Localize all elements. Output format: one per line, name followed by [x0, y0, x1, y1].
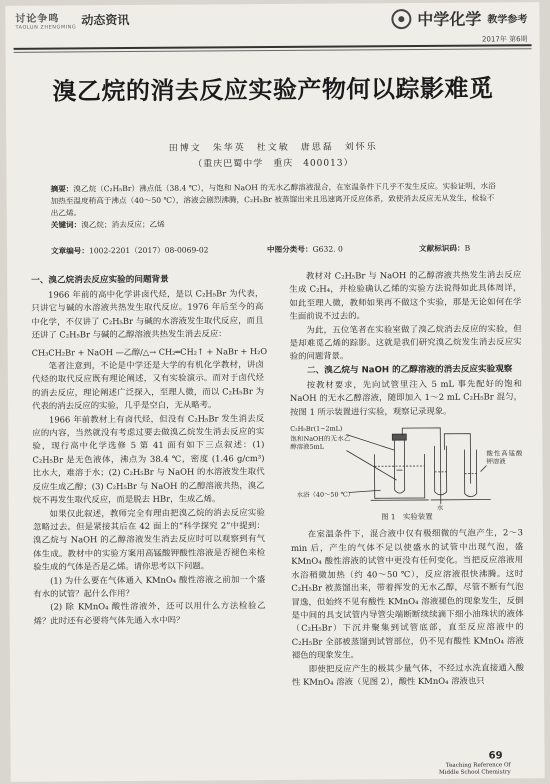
journal-english-line-2: Middle School Chemistry — [438, 769, 511, 776]
experiment-apparatus-figure — [290, 419, 523, 511]
journal-english-line-1: Teaching Reference Of — [445, 762, 511, 769]
paragraph: 1966 年前的高中化学讲卤代烃，是以 C₂H₅Br 为代表，只讲它与碱的水溶液共热发生取代反应。1976 年后至今的高中化学，不仅讲了 C₂H₅Br 与碱的水溶液发生取代反应，而且还讲了 C₂H₅Br 与碱的乙醇溶液共热发生消去反应： — [31, 288, 264, 340]
paragraph: 按教材要求，先向试管里注入 5 mL 事先配好的饱和 NaOH 的无水乙醇溶液，随即加入 1～2 mL C₂H₅Br 混匀，按图 1 所示装置进行实验，观察记录现象。 — [290, 378, 523, 417]
page-header — [5, 2, 539, 50]
abstract-text: 溴乙烷（C₂H₅Br）沸点低（38.4 ℃），与饱和 NaOH 的无水乙醇溶液混合，在室温条件下几乎不发生反应。实验证明，水浴加热至温度稍高于沸点（40～50 ℃），溶液会剧烈沸腾，C₂H₅Br 被蒸馏出来且迅速离开反应体系，致使消去反应无从发生，检验不出乙烯。 — [50, 181, 496, 218]
abstract-label: 摘要： — [50, 184, 74, 194]
paragraph: 笔者注意到，不论是中学还是大学的有机化学教材，讲卤代烃的取代反应既有理论阐述，又有实验演示。而对于卤代烃的消去反应，理论阐述广泛探入，至理人微，而以 C₂H₅Br 为代表的消去反应的实验，几乎是空白，无从略考。 — [31, 359, 265, 411]
label-water-bath: 水浴（40～50 ℃） — [296, 490, 355, 499]
paragraph: 为此，五位笔者在实验室做了溴乙烷消去反应的实验，但是却难觅乙烯的踪影。这就是我们研究溴乙烷发生消去反应实验的问题背景。 — [289, 322, 522, 362]
column-tag: 讨论争鸣 — [15, 13, 60, 25]
abstract — [51, 180, 499, 219]
journal-logo — [391, 6, 527, 44]
section-name: 动态资讯 — [81, 13, 130, 28]
section-heading-1: 一、溴乙烷消去反应实验的问题背景 — [31, 274, 169, 286]
paragraph: 在室温条件下，混合液中仅有极细微的气泡产生，2～3 min 后，产生的气体不足以使盛水的试管中出现气泡，盛 KMnO₄ 酸性溶液的试管中更没有任何变化。当把反应溶液用水浴稍微加热（约 40～50 ℃），反应溶液很快沸腾。这时 C₂H₅Br 被蒸馏出来，带着挥发的无水乙醇，尽管不断有气泡冒逸，但始终不见有酸性 KMnO₄ 溶液褪色的现象发生，反倒是中间的具支试管内导管尖端断断续续滴下细小油珠状的液体（C₂H₅Br）下沉并聚集到试管底部，直至反应溶液中的 C₂H₅Br 全部被蒸馏到试管部位，仍不见有酸性 KMnO₄ 溶液褪色的现象发生。 — [291, 527, 524, 661]
article-title: 溴乙烷的消去反应实验产物何以踪影难觅 — [52, 74, 494, 106]
abstract-block — [51, 180, 499, 231]
paragraph: 教材对 C₂H₅Br 与 NaOH 的乙醇溶液共热发生消去反应生成 C₂H₄，并检验确认乙烯的实验方法说得如此具体周详，如此至理人微，教师如果再不做这个实验，那是无论如何在学生面前说不过去的。 — [289, 269, 522, 322]
paragraph: 即使把反应产生的极其少量气体，不经过水洗直接通入酸性 KMnO₄ 溶液（见图 2），酸性 KMnO₄ 溶液也只 — [291, 661, 524, 687]
journal-english-name — [439, 762, 511, 777]
clc-label: 中图分类号： — [266, 244, 313, 255]
keywords-label: 关键词： — [50, 220, 82, 230]
label-kmno4: 酸性高锰酸钾溶液 — [486, 449, 523, 466]
page-number: 69 — [488, 750, 503, 762]
question-1: (1) 为什么要在气体通入 KMnO₄ 酸性溶液之前加一个盛有水的试管？起什么作用？ — [33, 573, 266, 599]
journal-emblem-icon — [391, 9, 411, 29]
clc-value: G632. 0 — [312, 244, 343, 254]
article-number — [51, 244, 209, 256]
document-code-label: 文献标识码： — [418, 243, 465, 253]
issue-number: 2017年 第6期 — [482, 34, 528, 44]
keywords-text: 溴乙烷；消去反应；乙烯 — [81, 219, 165, 230]
author-affiliation: （重庆巴蜀中学 重庆 400013） — [193, 158, 354, 170]
paragraph: 1966 年前教材上有卤代烃，但没有 C₂H₅Br 发生消去反应的内容，当然就没有考虑过要去做溴乙烷发生消去反应的实验，现行高中化学选修 5 第 41 面有如下三点叙述：(1) C₂H₅Br 是无色液体，沸点为 38.4 ℃，密度 (1.46 g/cm³) 比水大，难溶于水；(2) C₂H₅Br 与 NaOH 的水溶液发生取代反应生成乙醇；(3) C₂H₅Br 与 NaOH 的乙醇溶液共热，溴乙烷不再发生取代反应，而是脱去 HBr，生成乙烯。 — [32, 412, 265, 505]
section-heading-2: 二、溴乙烷与 NaOH 的乙醇溶液的消去反应实验观察 — [307, 364, 513, 376]
label-water: 水 — [436, 503, 444, 512]
right-column — [289, 268, 524, 689]
column-pinyin: TAOLUN ZHENGMING — [15, 24, 77, 31]
left-column — [31, 272, 268, 628]
article-number-label: 文章编号： — [50, 246, 90, 256]
journal-page — [5, 2, 544, 782]
document-code — [419, 243, 470, 254]
label-reagent-tube: C₂H₅Br(1~2mL) — [290, 424, 343, 433]
figure-caption: 图 1 实验装置 — [381, 511, 433, 522]
clc-number — [267, 244, 343, 256]
journal-name: 中学化学 — [417, 9, 482, 29]
question-2: (2) 除 KMnO₄ 酸性溶液外，还可以用什么方法检验乙烯？此时还有必要将气体先通入水中吗？ — [33, 600, 266, 626]
reaction-equation: CH₃CH₂Br + NaOH —乙醇/△→ CH₂═CH₂↑ + NaBr + H₂O — [31, 345, 268, 358]
label-solution: 饱和NaOH的无水乙醇溶液5mL — [290, 434, 351, 451]
keywords — [51, 216, 499, 231]
paragraph: 如果仅此叙述，教师完全有理由把溴乙烷的消去反应实验忽略过去。但是紧接其后在 42 面上的“科学探究 2”中提到：溴乙烷与 NaOH 的乙醇溶液发生消去反应时可以观察到有气体生成。教材中的实验方案用高锰酸钾酸性溶液是否褪色来检验生成的气体是否是乙烯。请你思考以下问题。 — [32, 506, 266, 572]
document-code-value: B — [464, 243, 471, 253]
journal-subtitle: 教学参考 — [487, 14, 528, 26]
article-number-value: 1002-2201（2017）08-0069-02 — [88, 245, 209, 256]
article-authors: 田博文 朱华英 杜文敏 唐思磊 刘怀乐 — [168, 142, 378, 154]
